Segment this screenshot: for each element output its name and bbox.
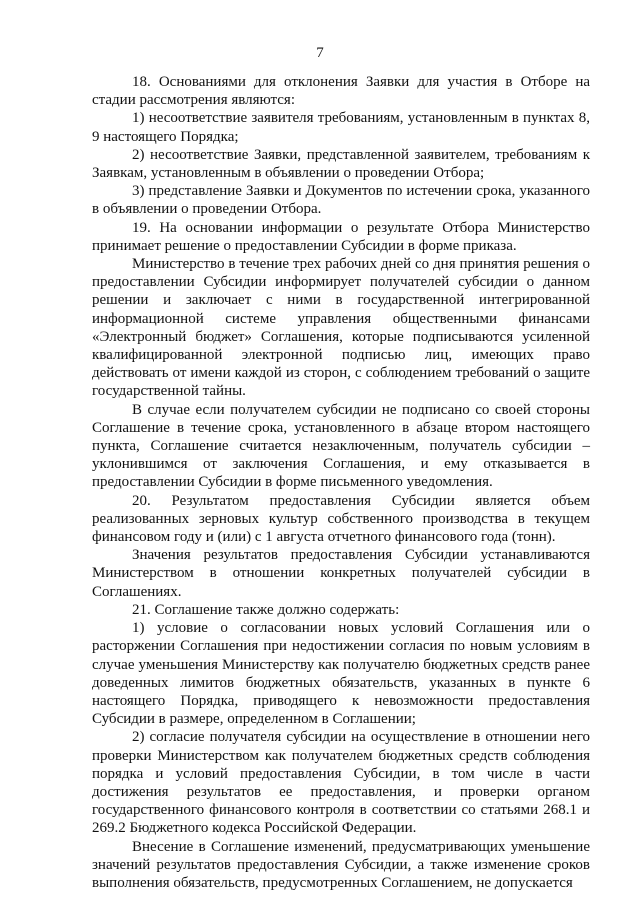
- paragraph-20: 20. Результатом предоставления Субсидии является объем реализованных зерновых культур собственного производства в текущем финансовом году и (или) с 1 августа отчетного финансового года (тонн).: [92, 492, 590, 546]
- paragraph-21-item-1: 1) условие о согласовании новых условий Соглашения или о расторжении Соглашения при недостижении согласия по новым условиям в случае уменьшения Министерству как получателю бюджетных средств ранее доведенных лимитов бюджетных обязательств, указанных в пункте 6 настоящего Порядка, приводящего к невозможности предоставления Субсидии в размере, определенном в Соглашении;: [92, 620, 590, 728]
- paragraph-21-item-2: 2) согласие получателя субсидии на осуществление в отношении него проверки Министерством как получателем бюджетных средств соблюдения порядка и условий предоставления Субсидии, в том числе в части достижения результатов ее предоставления, и проверки органом государственного финансового контроля в соответствии со статьями 268.1 и 269.2 Бюджетного кодекса Российской Федерации.: [92, 729, 590, 837]
- paragraph-19-unsigned: В случае если получателем субсидии не подписано со своей стороны Соглашение в течение срока, установленного в абзаце втором настоящего пункта, Соглашение считается незаключенным, получатель субсидии – уклонившимся от заключения Соглашения, и ему отказывается в предоставлении Субсидии в форме письменного уведомления.: [92, 401, 590, 491]
- paragraph-21-amendments: Внесение в Соглашение изменений, предусматривающих уменьшение значений результатов предоставления Субсидии, а также изменение сроков выполнения обязательств, предусмотренных Соглашением, не допускается: [92, 838, 590, 891]
- paragraph-18: 18. Основаниями для отклонения Заявки для участия в Отборе на стадии рассмотрения являются:: [92, 74, 590, 109]
- paragraph-20-values: Значения результатов предоставления Субсидии устанавливаются Министерством в отношении конкретных получателей субсидии в Соглашениях.: [92, 547, 590, 600]
- document-body: [92, 73, 590, 892]
- page-number: 7: [316, 45, 324, 61]
- paragraph-18-item-2: 2) несоответствие Заявки, представленной заявителем, требованиям к Заявкам, установленным в объявлении о проведении Отбора;: [92, 146, 590, 182]
- paragraph-19: 19. На основании информации о результате Отбора Министерство принимает решение о предоставлении Субсидии в форме приказа.: [92, 219, 590, 254]
- paragraph-18-item-1: 1) несоответствие заявителя требованиям, установленным в пунктах 8, 9 настоящего Порядка;: [92, 110, 590, 145]
- paragraph-18-item-3: 3) представление Заявки и Документов по истечении срока, указанного в объявлении о проведении Отбора.: [92, 183, 590, 218]
- paragraph-19-decision: Министерство в течение трех рабочих дней со дня принятия решения о предоставлении Субсидии информирует получателей субсидии о данном решении и заключает с ними в государственной интегрированной информационной системе управления общественными финансами «Электронный бюджет» Соглашения, которые подписываются усиленной квалифицированной электронной подписью лиц, имеющих право действовать от имени каждой из сторон, с соблюдением требований о защите государственной тайны.: [92, 256, 590, 400]
- paragraph-21: 21. Соглашение также должно содержать:: [132, 601, 400, 618]
